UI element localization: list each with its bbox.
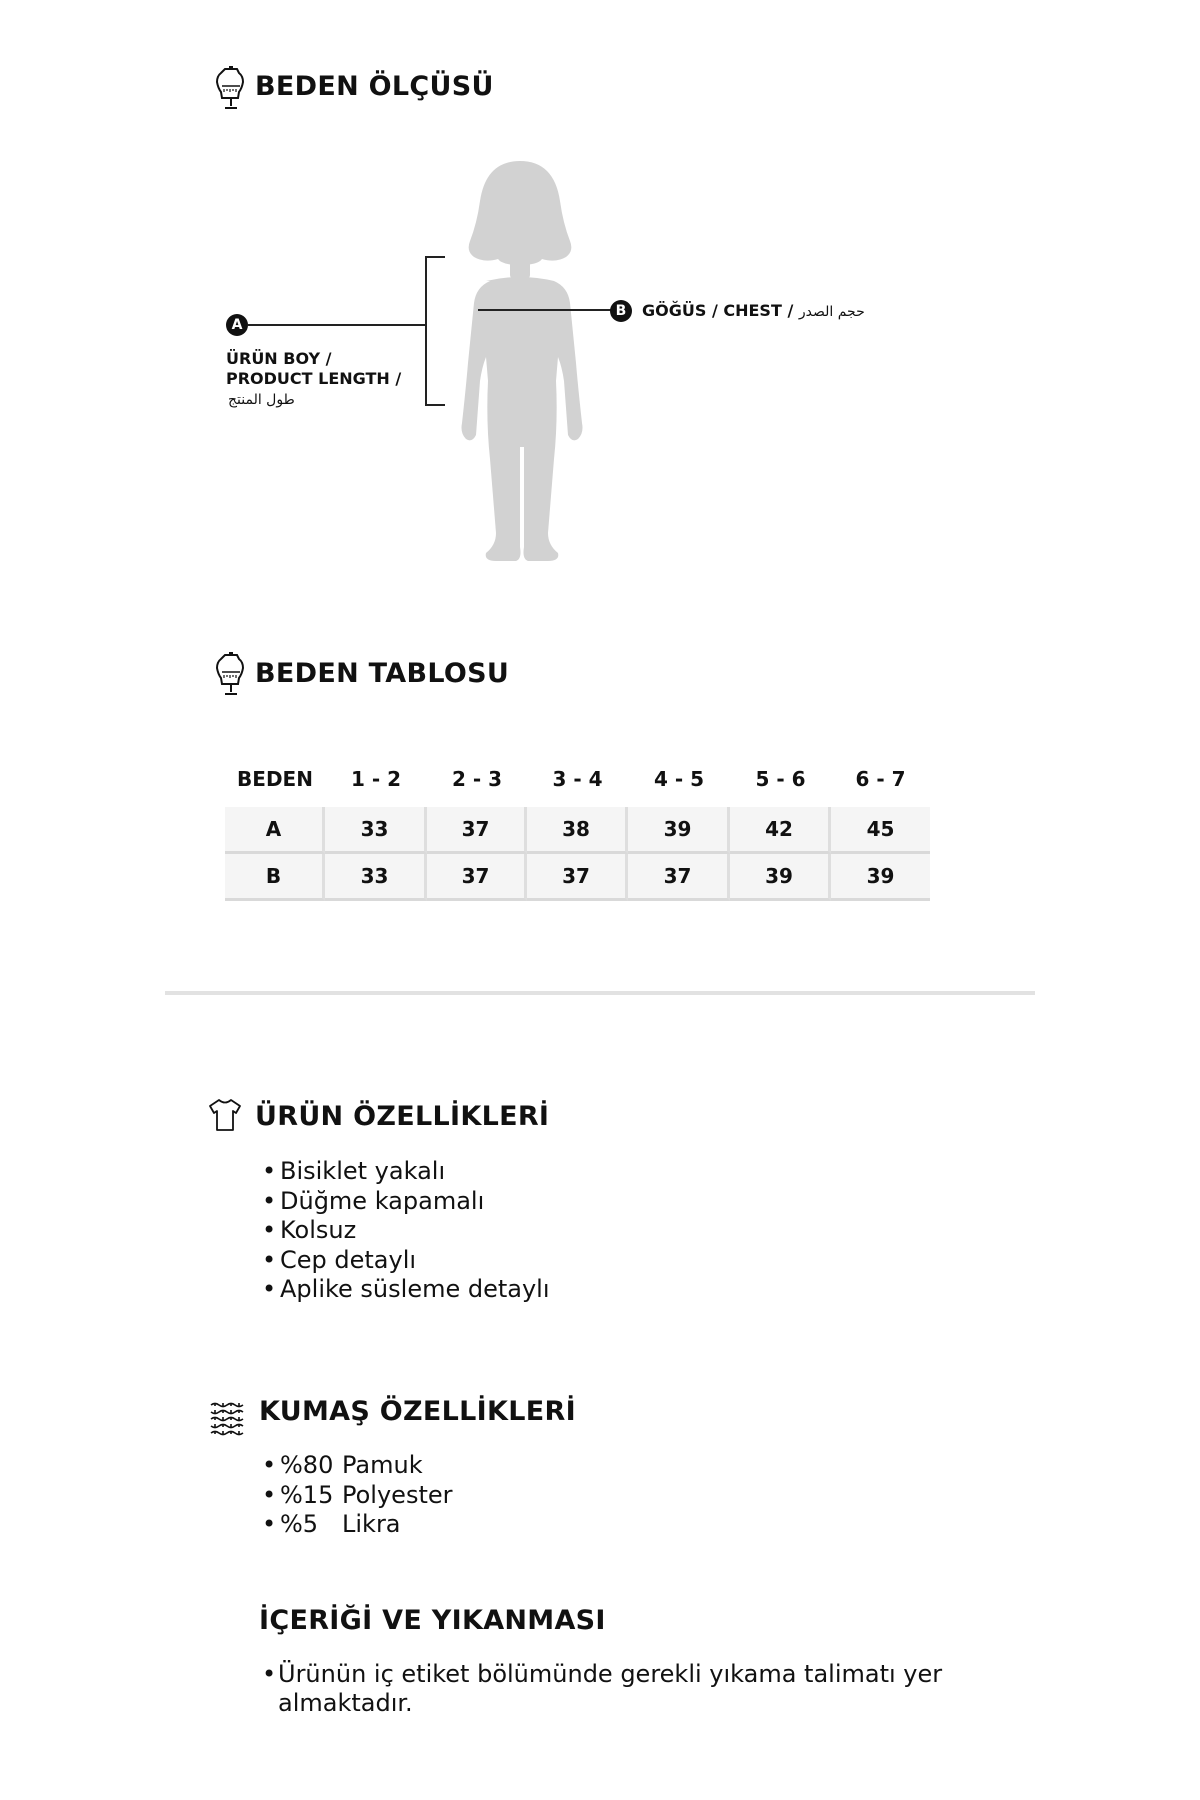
section-divider: [165, 991, 1035, 995]
fabric-features-title: KUMAŞ ÖZELLİKLERİ: [259, 1396, 576, 1427]
chest-label-text: GÖĞÜS / CHEST /: [642, 301, 794, 320]
table-header-row: [225, 751, 930, 807]
fabric-material: Likra: [342, 1510, 401, 1538]
fabric-material: Polyester: [342, 1480, 453, 1509]
list-item: [262, 1481, 452, 1511]
dress-form-icon: [216, 66, 246, 116]
length-label-line1: ÜRÜN BOY /: [226, 349, 332, 368]
table-cell: 37: [628, 854, 730, 901]
list-item: [262, 1451, 452, 1481]
fabric-percent: %5: [280, 1510, 319, 1538]
list-item: • Kolsuz: [262, 1216, 550, 1246]
badge-a: A: [226, 314, 248, 336]
chest-line: [478, 309, 612, 311]
care-text: [262, 1660, 1002, 1718]
care-line-1: •Ürünün iç etiket bölümünde gerekli yıkama talimatı yer: [262, 1660, 943, 1688]
table-header-cell: BEDEN: [237, 767, 313, 791]
care-line-2: almaktadır.: [278, 1689, 413, 1717]
table-cell: 37: [527, 854, 628, 901]
table-cell: 39: [730, 854, 831, 901]
table-header-cell: 2 - 3: [451, 767, 503, 791]
size-guide-title: BEDEN ÖLÇÜSÜ: [255, 71, 494, 102]
table-cell: 33: [325, 807, 427, 854]
table-header-cell: 6 - 7: [855, 767, 906, 791]
table-cell: 42: [730, 807, 831, 854]
table-header-cell: 1 - 2: [350, 767, 402, 791]
fabric-percent: %15: [280, 1480, 334, 1509]
product-features-list: [262, 1157, 550, 1305]
fabric-percent: %80: [280, 1451, 334, 1479]
table-cell: 37: [427, 854, 527, 901]
table-cell: A: [225, 807, 325, 854]
product-features-title: ÜRÜN ÖZELLİKLERİ: [255, 1101, 550, 1132]
table-row: [225, 854, 930, 901]
length-label-arabic: طول المنتج: [228, 392, 295, 408]
tshirt-icon: [207, 1097, 243, 1137]
list-item: • Aplike süsleme detaylı: [262, 1275, 550, 1305]
care-title: İÇERİĞİ VE YIKANMASI: [259, 1605, 606, 1636]
table-cell: B: [225, 854, 325, 901]
table-header-cell: 3 - 4: [552, 767, 603, 791]
table-cell: 37: [427, 807, 527, 854]
table-header-cell: 4 - 5: [653, 767, 705, 791]
badge-b: B: [610, 300, 632, 322]
length-line: [248, 324, 425, 326]
fabric-texture-icon: [208, 1400, 246, 1442]
chest-label: [642, 301, 865, 322]
length-label-line2: PRODUCT LENGTH /: [226, 369, 402, 388]
table-row: [225, 807, 930, 854]
table-header-cell: 5 - 6: [755, 767, 806, 791]
fabric-material: Pamuk: [342, 1451, 423, 1479]
dress-form-icon: [216, 652, 246, 702]
list-item: • Cep detaylı: [262, 1246, 550, 1276]
list-item: [262, 1510, 452, 1540]
table-cell: 39: [628, 807, 730, 854]
chest-label-arabic: حجم الصدر: [798, 304, 865, 320]
table-cell: 39: [831, 854, 930, 901]
table-cell: 38: [527, 807, 628, 854]
list-item: • Düğme kapamalı: [262, 1187, 550, 1217]
table-cell: 45: [831, 807, 930, 854]
size-table: [225, 751, 930, 901]
fabric-features-list: [262, 1451, 452, 1540]
table-cell: 33: [325, 854, 427, 901]
length-bracket: [425, 256, 445, 406]
list-item: • Bisiklet yakalı: [262, 1157, 550, 1187]
child-silhouette: [440, 155, 600, 584]
size-table-title: BEDEN TABLOSU: [255, 658, 510, 689]
